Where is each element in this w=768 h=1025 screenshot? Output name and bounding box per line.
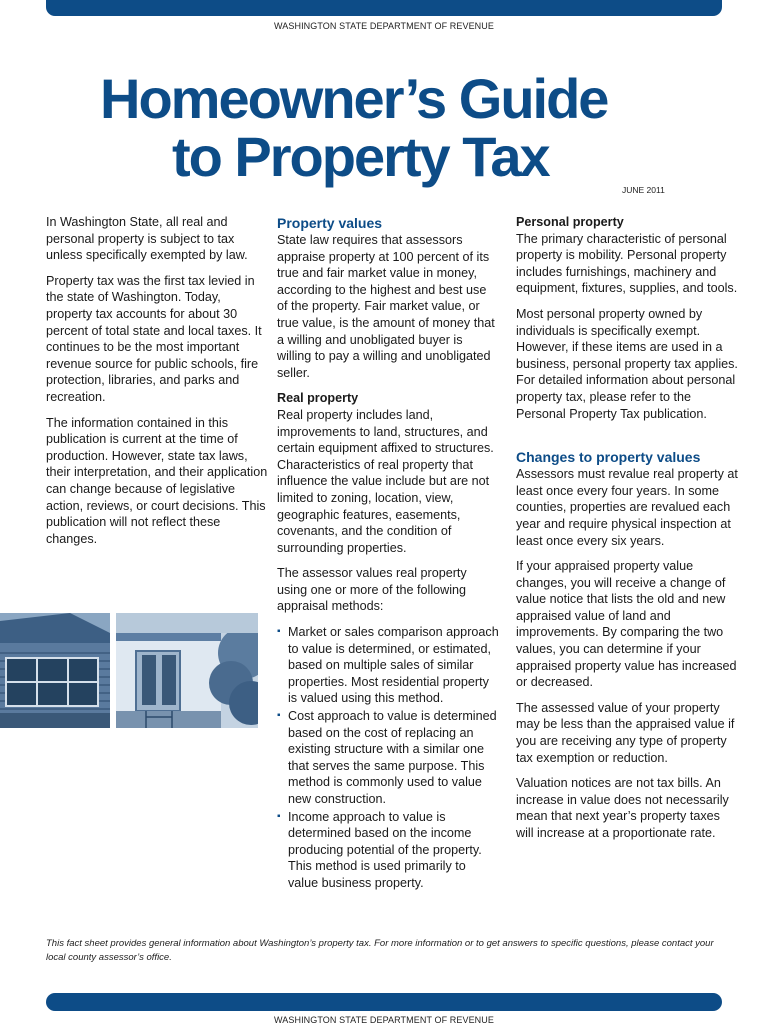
list-item: ▪ Market or sales comparison approach to value is determined, or estimated, based on multiple sales of similar properties. Most residential property is valued using this method. — [277, 625, 499, 706]
house-photo-left — [0, 613, 110, 728]
column-intro — [46, 214, 268, 556]
page-title — [100, 67, 700, 188]
subheading-real-property: Real property — [277, 391, 359, 406]
footer-note: This fact sheet provides general information about Washington’s property tax. For more information or to get answers to specific questions, please contact your local county assessor’s office. — [46, 938, 714, 963]
bullet-icon: ▪ — [277, 710, 281, 722]
appraisal-methods-intro: The assessor values real property using one or more of the following appraisal methods: — [277, 566, 467, 614]
subheading-personal-property: Personal property — [516, 215, 624, 229]
column-personal-property — [516, 214, 738, 851]
header-department: WASHINGTON STATE DEPARTMENT OF REVENUE — [274, 21, 494, 31]
changes-paragraph-3: The assessed value of your property may be less than the appraised value if you are receiving any type of property tax exemption or reduction. — [516, 700, 735, 765]
list-item: ▪ Cost approach to value is determined based on the cost of replacing an existing structure with a similar one that serves the same purpose. This method is commonly used to value new construction. — [277, 709, 497, 806]
appraisal-methods-list — [277, 624, 499, 892]
changes-paragraph-1: Assessors must revalue real property at least once every four years. In some counties, properties are revalued each year and require physical inspection at least once every six years. — [516, 467, 738, 548]
real-property-paragraph: Real property includes land, improvements to land, structures, and certain equipment affixed to structures. Characteristics of real property that influence the value include but are not limited to zoning, location, view, geographic features, easements, covenants, and the condition of surrounding properties. — [277, 407, 494, 555]
list-item: ▪ Income approach to value is determined based on the income producing potential of the property. This method is used primarily to value business property. — [277, 809, 482, 890]
publication-date: JUNE 2011 — [622, 185, 665, 195]
title-line-1: Homeowner’s Guide — [100, 67, 608, 130]
intro-paragraph-3: The information contained in this publication is current at the time of production. However, state tax laws, their interpretation, and their application can change because of legislative action, reviews, or court decisions. This publication will not reflect these changes. — [46, 415, 268, 546]
changes-paragraph-2: If your appraised property value changes, you will receive a change of value notice that lists the old and new appraised value of land and improvements. By comparing the two values, you can determine if your appraised property value has increased or decreased. — [516, 559, 737, 690]
footer-department: WASHINGTON STATE DEPARTMENT OF REVENUE — [274, 1015, 494, 1025]
personal-property-paragraph-1: The primary characteristic of personal property is mobility. Personal property includes furnishings, machinery and equipment, fixtures, supplies, and tools. — [516, 231, 738, 296]
top-banner-bar — [46, 0, 722, 16]
changes-paragraph-4: Valuation notices are not tax bills. An increase in value does not necessarily mean that next year’s property taxes will increase at a proportionate rate. — [516, 776, 729, 840]
column-property-values — [277, 214, 499, 893]
bullet-icon: ▪ — [277, 626, 281, 638]
intro-paragraph-2: Property tax was the first tax levied in the state of Washington. Today, property tax accounts for about 30 percent of total state and local taxes. It continues to be the most important revenue source for public schools, fire protection, libraries, and parks and recreation. — [46, 273, 262, 404]
personal-property-paragraph-2: Most personal property owned by individuals is specifically exempt. However, if these items are used in a business, personal property tax applies. For detailed information about personal property tax, please refer to the Personal Property Tax publication. — [516, 306, 738, 421]
heading-property-values: Property values — [277, 215, 383, 231]
property-values-paragraph: State law requires that assessors appraise property at 100 percent of its true and fair market value in money, according to the highest and best use of the property. Fair market value, or true value, is the amount of money that a willing and unobligated buyer is willing to pay a willing and unobligated seller. — [277, 233, 495, 380]
heading-changes-to-property-values: Changes to property values — [516, 449, 701, 466]
intro-paragraph-1: In Washington State, all real and personal property is subject to tax unless specifically exempted by law. — [46, 215, 248, 263]
house-photo-right — [116, 613, 258, 728]
bottom-banner-bar — [46, 993, 722, 1011]
title-line-2: to Property Tax — [172, 125, 549, 188]
bullet-icon: ▪ — [277, 810, 281, 822]
